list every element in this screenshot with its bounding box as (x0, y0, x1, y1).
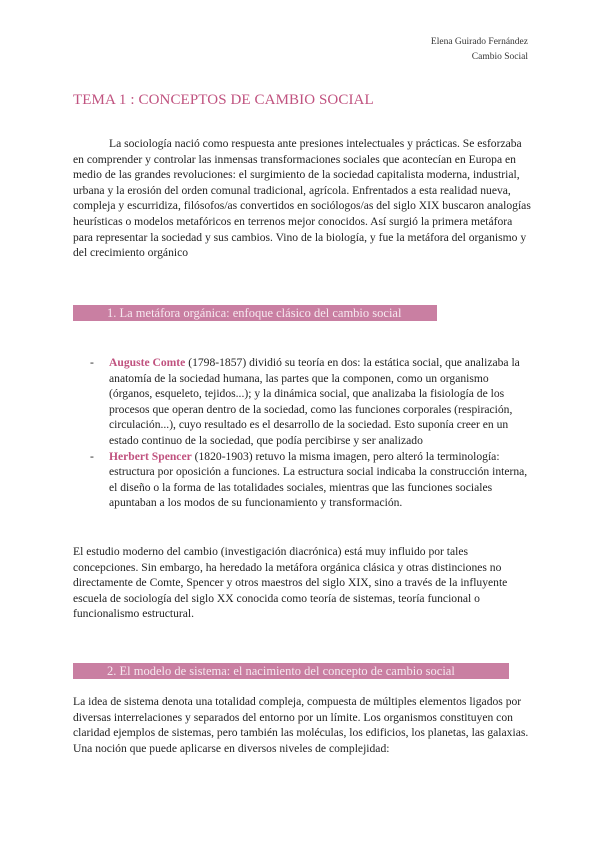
bullet-name-comte: Auguste Comte (109, 356, 186, 369)
section-1-bullet-list (73, 355, 533, 511)
page-title: TEMA 1 : CONCEPTOS DE CAMBIO SOCIAL (73, 92, 374, 108)
section-2-heading: 2. El modelo de sistema: el nacimiento del concepto de cambio social (73, 663, 509, 679)
section-1-heading: 1. La metáfora orgánica: enfoque clásico del cambio social (73, 305, 437, 321)
bullet-text-comte: (1798-1857) dividió su teoría en dos: la estática social, que analizaba la anatomía de la sociedad humana, las partes que la componen, como un organismo (órganos, esqueleto, tejidos...); y la dinámica social, que analizaba la fisiología de los procesos que operan dentro de la sociedad, como las funciones corporales (respiración, circulación...), cuyo resultado es el desarrollo de la sociedad. Esto suponía creer en un estado continuo de la sociedad, que podía percibirse y ser analizado (109, 356, 520, 447)
bullet-dash: - (90, 356, 94, 369)
bullet-spencer (73, 449, 533, 511)
section-2-paragraph: La idea de sistema denota una totalidad compleja, compuesta de múltiples elementos ligados por diversas interrelaciones y separados del entorno por un límite. Los organismos constituyen con claridad ejemplos de sistemas, pero también las moléculas, los edificios, los planetas, las galaxias. Una noción que puede aplicarse en diversos niveles de complejidad: (73, 695, 529, 755)
header-subject: Cambio Social (471, 52, 528, 62)
intro-paragraph: La sociología nació como respuesta ante presiones intelectuales y prácticas. Se esforzaba en comprender y controlar las inmensas transformaciones sociales que acontecían en Europa en medio de las grandes revoluciones: el surgimiento de la sociedad capitalista moderna, industrial, urbana y la erosión del orden comunal tradicional, agrícola. Enfrentados a esta realidad nueva, compleja y escurridiza, filósofos/as convertidos en sociólogos/as del siglo XIX buscaron analogías heurísticas o modelos metafóricos en terrenos mejor conocidos. Así surgió la primera metáfora para representar la sociedad y sus cambios. Vino de la biología, y fue la metáfora del organismo y del crecimiento orgánico (73, 137, 531, 260)
section-1-closing-paragraph: El estudio moderno del cambio (investigación diacrónica) está muy influido por tales concepciones. Sin embargo, ha heredado la metáfora orgánica clásica y otras distinciones no directamente de Comte, Spencer y otros maestros del siglo XIX, sino a través de la influyente escuela de sociología del siglo XX conocida como teoría de sistemas, teoría funcional o funcionalismo estructural. (73, 545, 508, 621)
bullet-text-spencer: (1820-1903) retuvo la misma imagen, pero alteró la terminología: estructura por oposición a funciones. La estructura social indicaba la construcción interna, el diseño o la forma de las totalidades sociales, mientras que las funciones sociales apuntaban a los modos de su funcionamiento y transformación. (109, 449, 528, 510)
bullet-name-spencer: Herbert Spencer (109, 449, 192, 463)
bullet-comte (73, 355, 533, 449)
bullet-dash: - (90, 449, 94, 463)
header-author: Elena Guirado Fernández (430, 37, 528, 47)
